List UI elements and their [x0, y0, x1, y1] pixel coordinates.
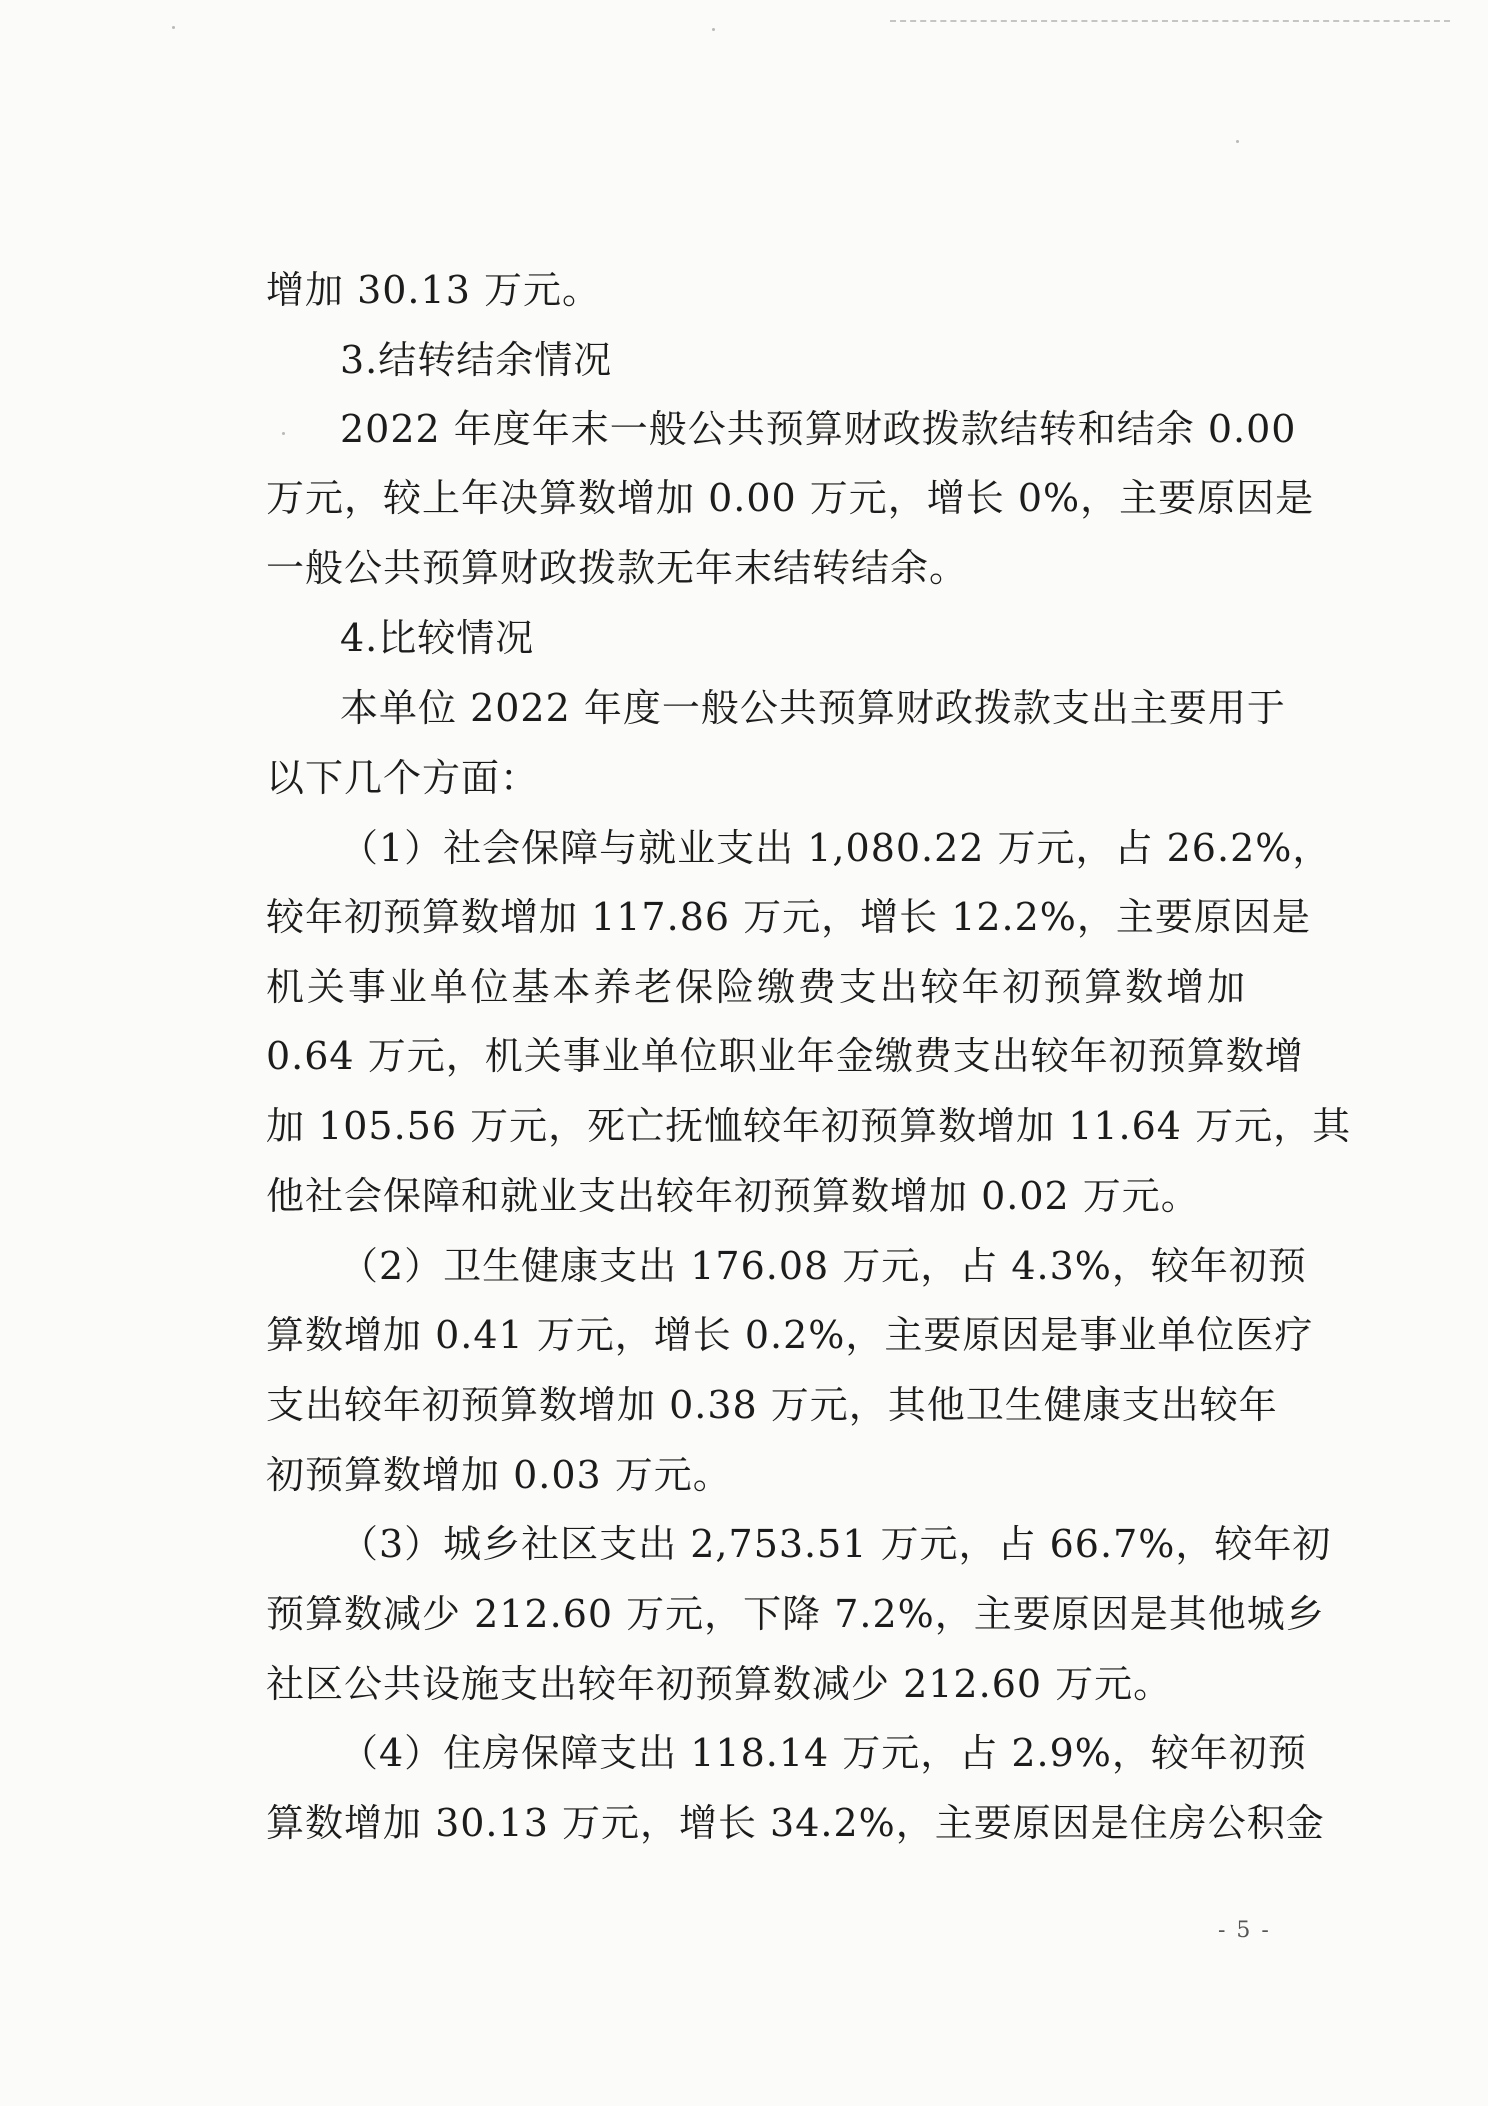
paragraph-line: 0.64 万元，机关事业单位职业年金缴费支出较年初预算数增 — [266, 1034, 1304, 1078]
paragraph-line: 机关事业单位基本养老保险缴费支出较年初预算数增加 — [266, 965, 1246, 1009]
scan-speck — [172, 26, 175, 29]
paragraph-line: 以下几个方面： — [266, 756, 540, 800]
paragraph-line: 算数增加 30.13 万元，增长 34.2%，主要原因是住房公积金 — [266, 1801, 1325, 1845]
paragraph-line: 社区公共设施支出较年初预算数减少 212.60 万元。 — [266, 1662, 1173, 1706]
paragraph-line: 他社会保障和就业支出较年初预算数增加 0.02 万元。 — [266, 1174, 1200, 1218]
paragraph-line: （2）卫生健康支出 176.08 万元，占 4.3%，较年初预 — [340, 1244, 1307, 1288]
paragraph-line: 万元，较上年决算数增加 0.00 万元，增长 0%，主要原因是 — [266, 476, 1315, 520]
paragraph-line: 本单位 2022 年度一般公共预算财政拨款支出主要用于 — [340, 686, 1286, 730]
paragraph-line: 一般公共预算财政拨款无年末结转结余。 — [266, 546, 969, 590]
paragraph-line: 加 105.56 万元，死亡抚恤较年初预算数增加 11.64 万元，其 — [266, 1104, 1352, 1148]
paragraph-line: 增加 30.13 万元。 — [266, 268, 601, 312]
paragraph-line: 较年初预算数增加 117.86 万元，增长 12.2%，主要原因是 — [266, 895, 1311, 939]
page-number: - 5 - — [1218, 1918, 1271, 1943]
section-heading: 3.结转结余情况 — [340, 338, 613, 382]
paragraph-line: （4）住房保障支出 118.14 万元，占 2.9%，较年初预 — [340, 1731, 1307, 1775]
section-heading: 4.比较情况 — [340, 616, 535, 660]
paragraph-line: 初预算数增加 0.03 万元。 — [266, 1453, 732, 1497]
paragraph-line: 算数增加 0.41 万元，增长 0.2%，主要原因是事业单位医疗 — [266, 1313, 1314, 1357]
scan-speck — [712, 28, 715, 31]
paragraph-line: 预算数减少 212.60 万元，下降 7.2%，主要原因是其他城乡 — [266, 1592, 1325, 1636]
paragraph-line: （1）社会保障与就业支出 1,080.22 万元，占 26.2%， — [340, 826, 1332, 870]
paragraph-line: （3）城乡社区支出 2,753.51 万元，占 66.7%，较年初 — [340, 1522, 1332, 1566]
paragraph-line: 支出较年初预算数增加 0.38 万元，其他卫生健康支出较年 — [266, 1383, 1278, 1427]
scan-artifact-line — [890, 20, 1450, 22]
scan-speck — [282, 432, 285, 435]
scan-speck — [1236, 140, 1239, 143]
paragraph-line: 2022 年度年末一般公共预算财政拨款结转和结余 0.00 — [340, 407, 1297, 451]
